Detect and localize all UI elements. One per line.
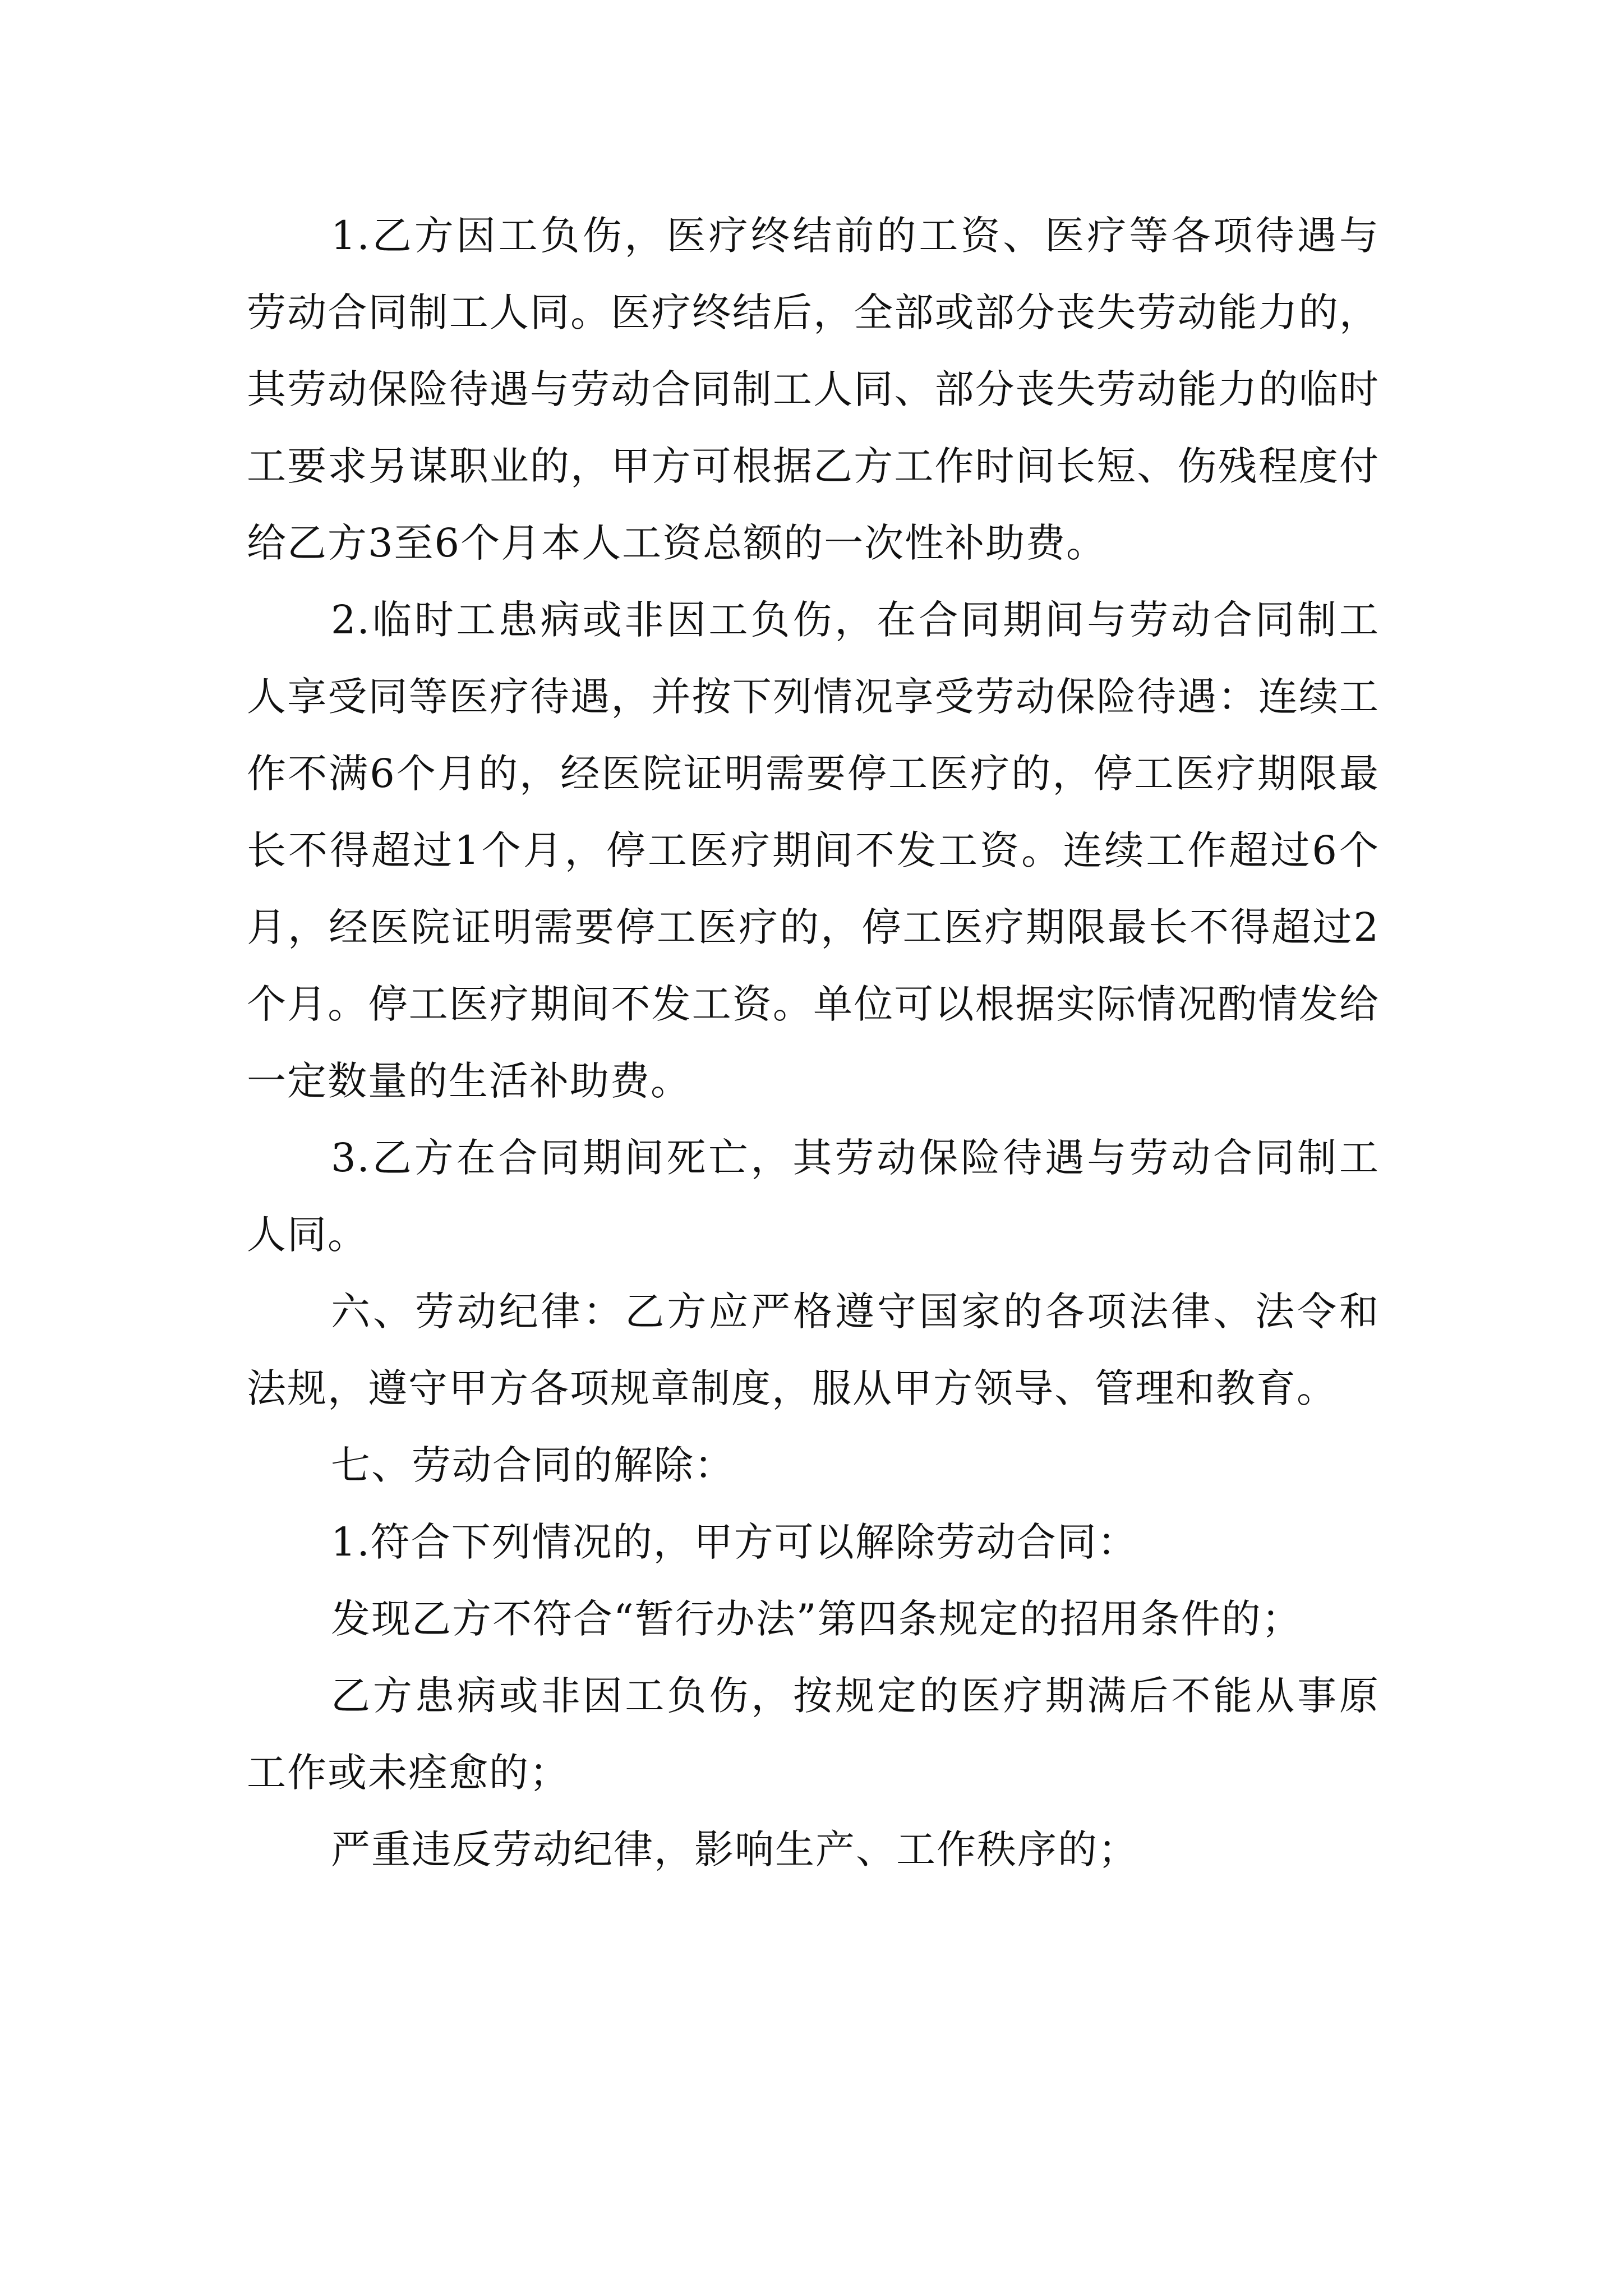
paragraph-work-injury-benefits: 1.乙方因工负伤，医疗终结前的工资、医疗等各项待遇与劳动合同制工人同。医疗终结后，全部或部分丧失劳动能力的，其劳动保险待遇与劳动合同制工人同、部分丧失劳动能力的临时工要求另谋职业的，甲方可根据乙方工作时间长短、伤残程度付给乙方3至6个月本人工资总额的一次性补助费。: [247, 213, 1380, 566]
document-body: [247, 197, 1380, 1888]
paragraph-condition-illness: 乙方患病或非因工负伤，按规定的医疗期满后不能从事原工作或未痊愈的；: [247, 1673, 1380, 1796]
paragraph-labor-discipline: 六、劳动纪律：乙方应严格遵守国家的各项法律、法令和法规，遵守甲方各项规章制度，服从甲方领导、管理和教育。: [247, 1289, 1380, 1411]
paragraph-condition-recruitment: 发现乙方不符合“暂行办法”第四条规定的招用条件的；: [331, 1596, 1302, 1642]
paragraph-termination-conditions: 1.符合下列情况的，甲方可以解除劳动合同：: [331, 1519, 1138, 1565]
paragraph-contract-termination-heading: 七、劳动合同的解除：: [331, 1442, 735, 1488]
paragraph-illness-benefits: 2.临时工患病或非因工负伤，在合同期间与劳动合同制工人享受同等医疗待遇，并按下列情况享受劳动保险待遇：连续工作不满6个月的，经医院证明需要停工医疗的，停工医疗期限最长不得超过1个月，停工医疗期间不发工资。连续工作超过6个月，经医院证明需要停工医疗的，停工医疗期限最长不得超过2个月。停工医疗期间不发工资。单位可以根据实际情况酌情发给一定数量的生活补助费。: [247, 597, 1380, 1104]
paragraph-condition-discipline: 严重违反劳动纪律，影响生产、工作秩序的；: [331, 1826, 1138, 1872]
paragraph-death-benefits: 3.乙方在合同期间死亡，其劳动保险待遇与劳动合同制工人同。: [247, 1135, 1380, 1258]
